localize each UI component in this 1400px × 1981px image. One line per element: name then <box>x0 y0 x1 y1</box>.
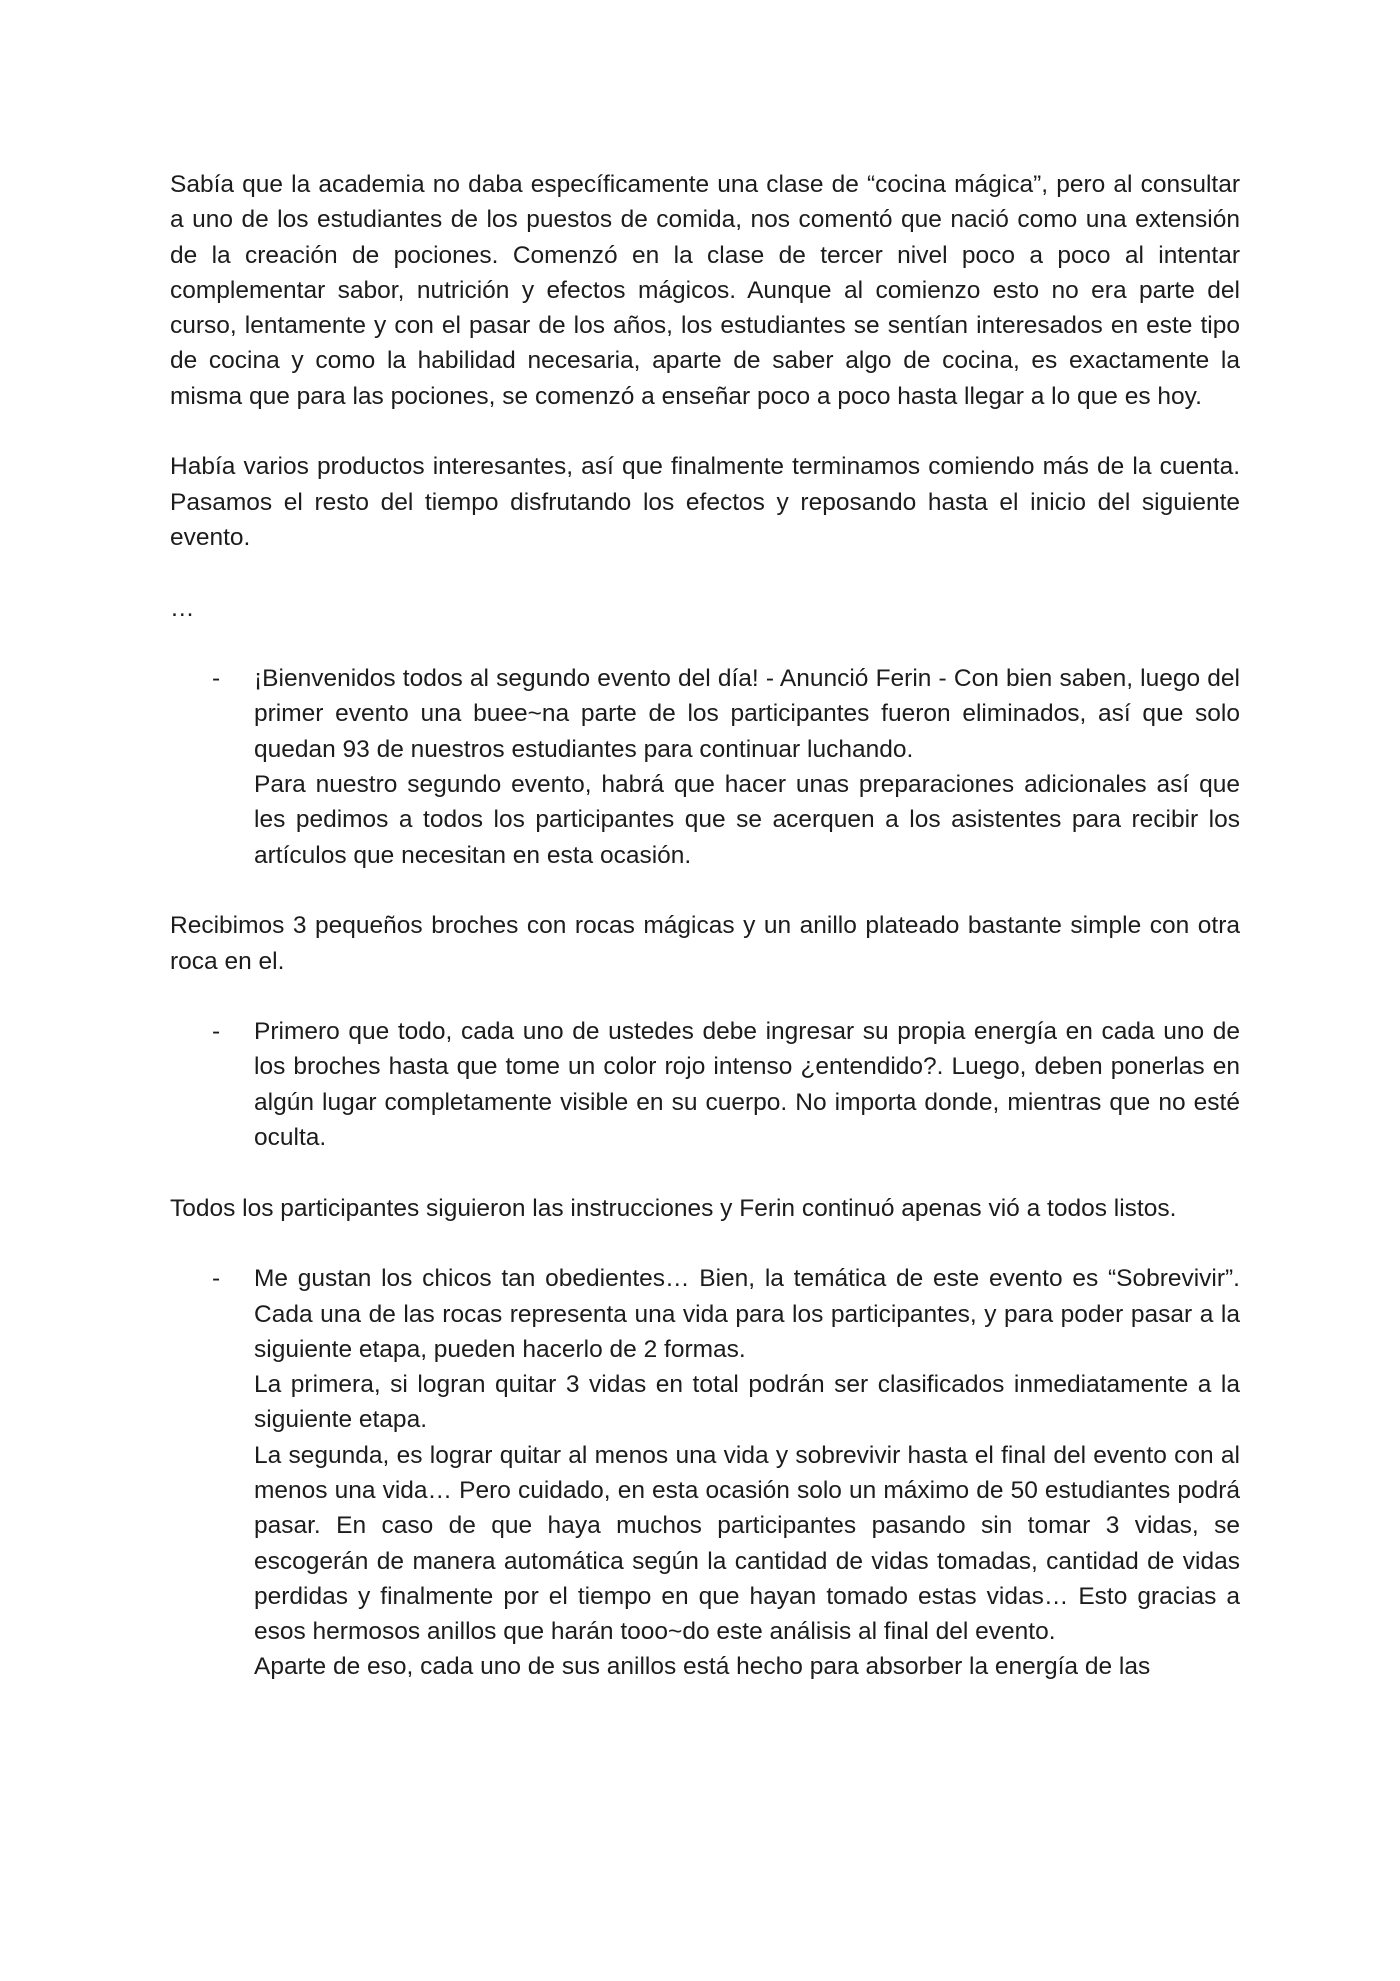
scene-break-ellipsis: … <box>170 594 195 622</box>
dialog-line: La primera, si logran quitar 3 vidas en total podrán ser clasificados inmediatamente a la siguiente etapa. <box>254 1371 1240 1434</box>
dialog-line: ¡Bienvenidos todos al segundo evento del día! - Anunció Ferin - Con bien saben, luego del primer evento una buee~na parte de los participantes fueron eliminados, así que solo quedan 93 de nuestros estudiantes para continuar luchando. <box>254 665 1240 763</box>
dialog-line: Primero que todo, cada uno de ustedes debe ingresar su propia energía en cada uno de los broches hasta que tome un color rojo intenso ¿entendido?. Luego, deben ponerlas en algún lugar completamente visible en su cuerpo. No importa donde, mientras que no esté oculta. <box>254 1018 1240 1152</box>
dialog-bienvenida <box>170 661 1240 873</box>
document-page <box>170 167 1240 1720</box>
dialog-instrucciones-broches <box>170 1014 1240 1155</box>
dialog-line: La segunda, es lograr quitar al menos una vida y sobrevivir hasta el final del evento con al menos una vida… Pero cuidado, en esta ocasión solo un máximo de 50 estudiantes podrá pasar. En caso de que haya muchos participantes pasando sin tomar 3 vidas, se escogerán de manera automática según la cantidad de vidas tomadas, cantidad de vidas perdidas y finalmente por el tiempo en que hayan tomado estas vidas… Esto gracias a esos hermosos anillos que harán tooo~do este análisis al final del evento. <box>254 1441 1240 1646</box>
paragraph-broches: Recibimos 3 pequeños broches con rocas mágicas y un anillo plateado bastante simple con otra roca en el. <box>170 912 1240 975</box>
dialog-line: Para nuestro segundo evento, habrá que hacer unas preparaciones adicionales así que les pedimos a todos los participantes que se acerquen a los asistentes para recibir los artículos que necesitan en esta ocasión. <box>254 771 1240 869</box>
dialog-sobrevivir <box>170 1261 1240 1685</box>
paragraph-participantes-listos: Todos los participantes siguieron las instrucciones y Ferin continuó apenas vió a todos listos. <box>170 1194 1177 1222</box>
paragraph-productos: Había varios productos interesantes, así que finalmente terminamos comiendo más de la cuenta. Pasamos el resto del tiempo disfrutando los efectos y reposando hasta el inicio del siguiente evento. <box>170 453 1240 551</box>
dialog-dash: - <box>212 1265 221 1293</box>
paragraph-cocina-magica: Sabía que la academia no daba específicamente una clase de “cocina mágica”, pero al consultar a uno de los estudiantes de los puestos de comida, nos comentó que nació como una extensión de la creación de pociones. Comenzó en la clase de tercer nivel poco a poco al intentar complementar sabor, nutrición y efectos mágicos. Aunque al comienzo esto no era parte del curso, lentamente y con el pasar de los años, los estudiantes se sentían interesados en este tipo de cocina y como la habilidad necesaria, aparte de saber algo de cocina, es exactamente la misma que para las pociones, se comenzó a enseñar poco a poco hasta llegar a lo que es hoy. <box>170 171 1240 410</box>
dialog-dash: - <box>212 1018 221 1046</box>
dialog-line: Me gustan los chicos tan obedientes… Bien, la temática de este evento es “Sobrevivir”. Cada una de las rocas representa una vida para los participantes, y para poder pasar a la siguiente etapa, pueden hacerlo de 2 formas. <box>254 1265 1240 1363</box>
dialog-line: Aparte de eso, cada uno de sus anillos está hecho para absorber la energía de las <box>254 1653 1151 1681</box>
dialog-dash: - <box>212 665 221 693</box>
